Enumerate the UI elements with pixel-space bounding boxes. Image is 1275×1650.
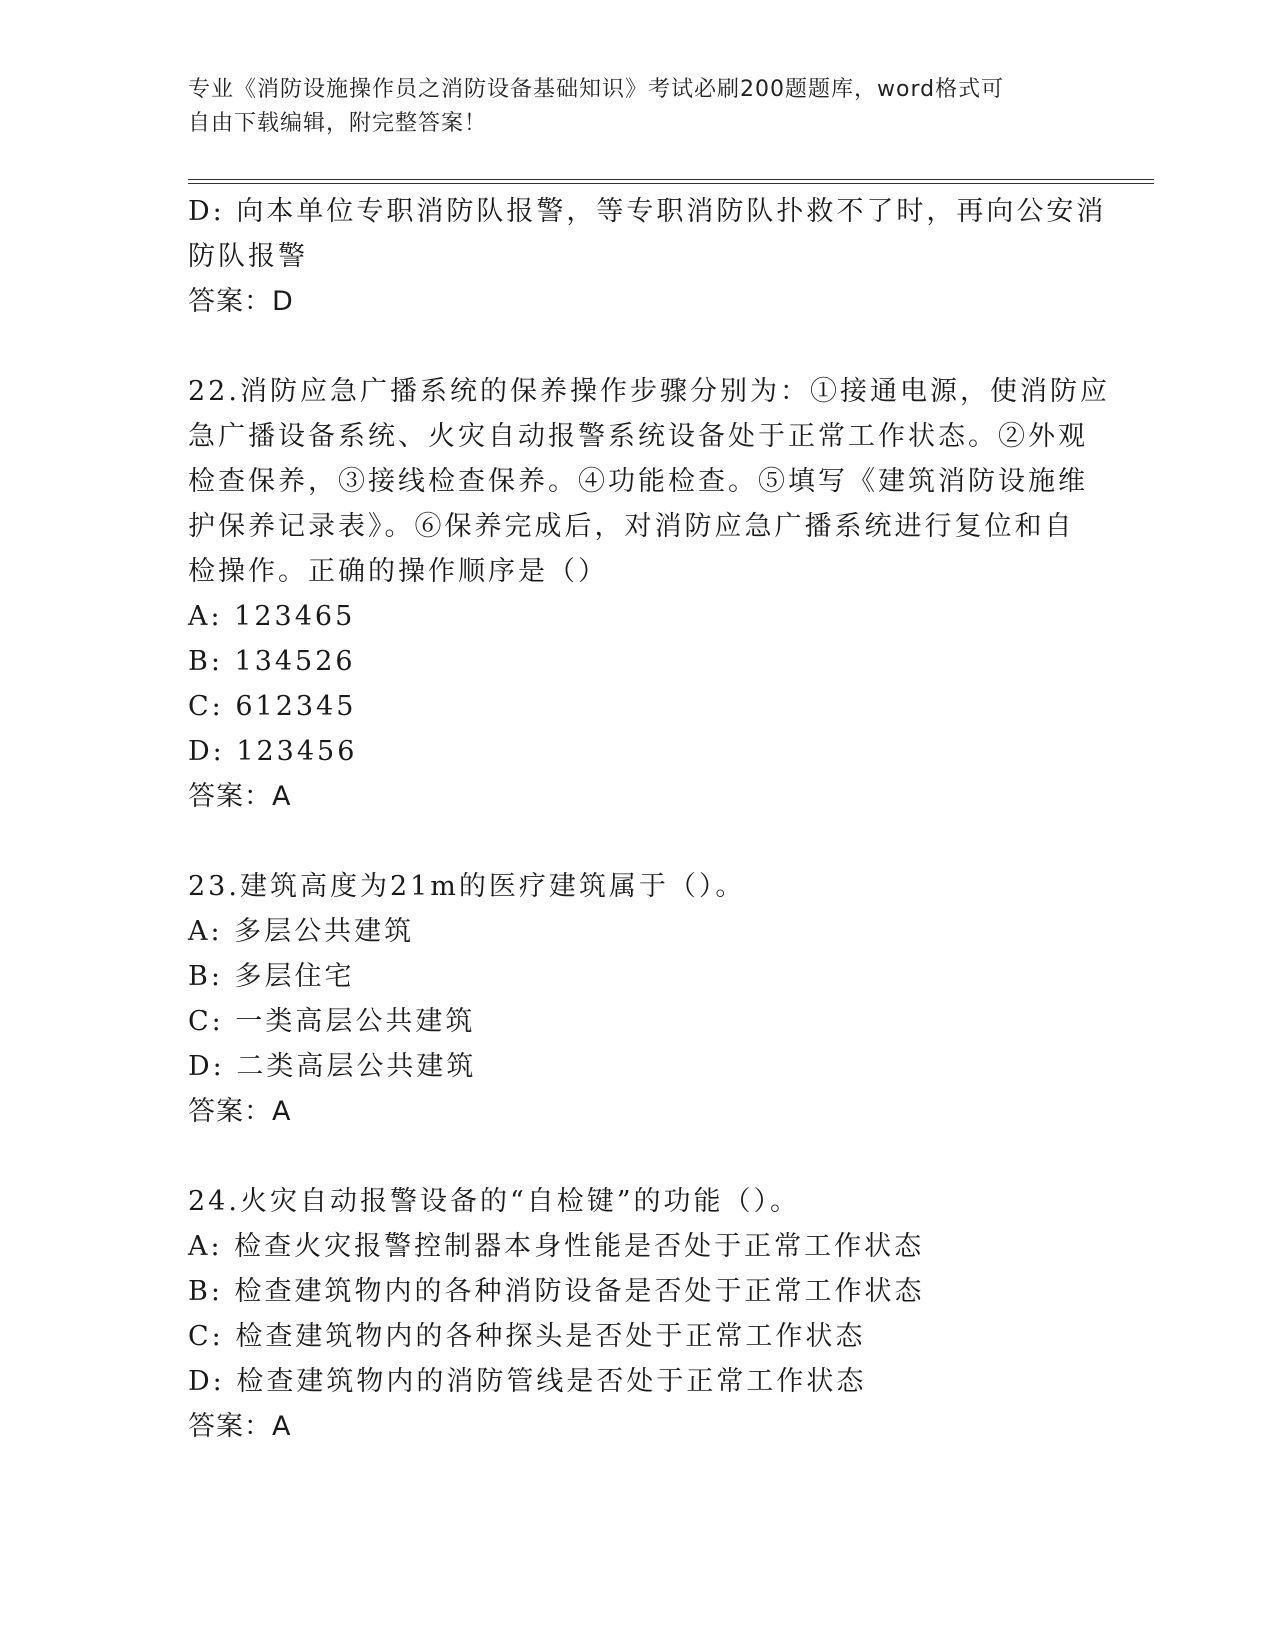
question-stem-line: 护保养记录表》。⑥保养完成后，对消防应急广播系统进行复位和自	[188, 511, 1075, 542]
header-divider-top	[188, 179, 1154, 180]
question-stem-line: 检查保养，③接线检查保养。④功能检查。⑤填写《建筑消防设施维	[188, 466, 1088, 497]
prev-question-block	[188, 189, 1107, 324]
question-23	[188, 864, 1088, 1134]
option-d: D: 123456	[188, 736, 358, 767]
question-22	[188, 369, 1110, 819]
page-header	[188, 73, 1088, 141]
answer: 答案：D	[188, 286, 294, 317]
question-stem-line: 急广播设备系统、火灾自动报警系统设备处于正常工作状态。②外观	[188, 421, 1088, 452]
option-a: A: 多层公共建筑	[188, 916, 415, 947]
option-d: D: 二类高层公共建筑	[188, 1051, 477, 1082]
option-d: D: 向本单位专职消防队报警，等专职消防队扑救不了时，再向公安消	[188, 196, 1107, 227]
option-b: B: 多层住宅	[188, 961, 355, 992]
document-body	[188, 189, 1110, 1449]
spacer	[188, 324, 1088, 369]
option-d: D: 检查建筑物内的消防管线是否处于正常工作状态	[188, 1366, 867, 1397]
question-stem-line: 检操作。正确的操作顺序是（）	[188, 556, 608, 587]
option-b: B: 检查建筑物内的各种消防设备是否处于正常工作状态	[188, 1276, 925, 1307]
answer: 答案：A	[188, 781, 292, 812]
option-c: C: 一类高层公共建筑	[188, 1006, 476, 1037]
spacer	[188, 819, 1088, 864]
question-stem-line: 23.建筑高度为21m的医疗建筑属于（）。	[188, 871, 746, 902]
option-c: C: 612345	[188, 691, 357, 722]
answer: 答案：A	[188, 1411, 292, 1442]
spacer	[188, 1134, 1088, 1179]
question-24	[188, 1179, 1088, 1449]
question-stem-line: 24.火灾自动报警设备的“自检键”的功能（）。	[188, 1186, 801, 1217]
option-c: C: 检查建筑物内的各种探头是否处于正常工作状态	[188, 1321, 866, 1352]
header-divider-bottom	[188, 183, 1154, 184]
question-stem-line: 22.消防应急广播系统的保养操作步骤分别为：①接通电源，使消防应	[188, 376, 1110, 407]
option-a: A: 123465	[188, 601, 356, 632]
answer: 答案：A	[188, 1096, 292, 1127]
option-d-continued: 防队报警	[188, 241, 308, 272]
option-b: B: 134526	[188, 646, 356, 677]
option-a: A: 检查火灾报警控制器本身性能是否处于正常工作状态	[188, 1231, 925, 1262]
header-line-1: 专业《消防设施操作员之消防设备基础知识》考试必刷200题题库，word格式可	[188, 77, 1005, 102]
header-line-2: 自由下载编辑，附完整答案！	[188, 111, 488, 136]
